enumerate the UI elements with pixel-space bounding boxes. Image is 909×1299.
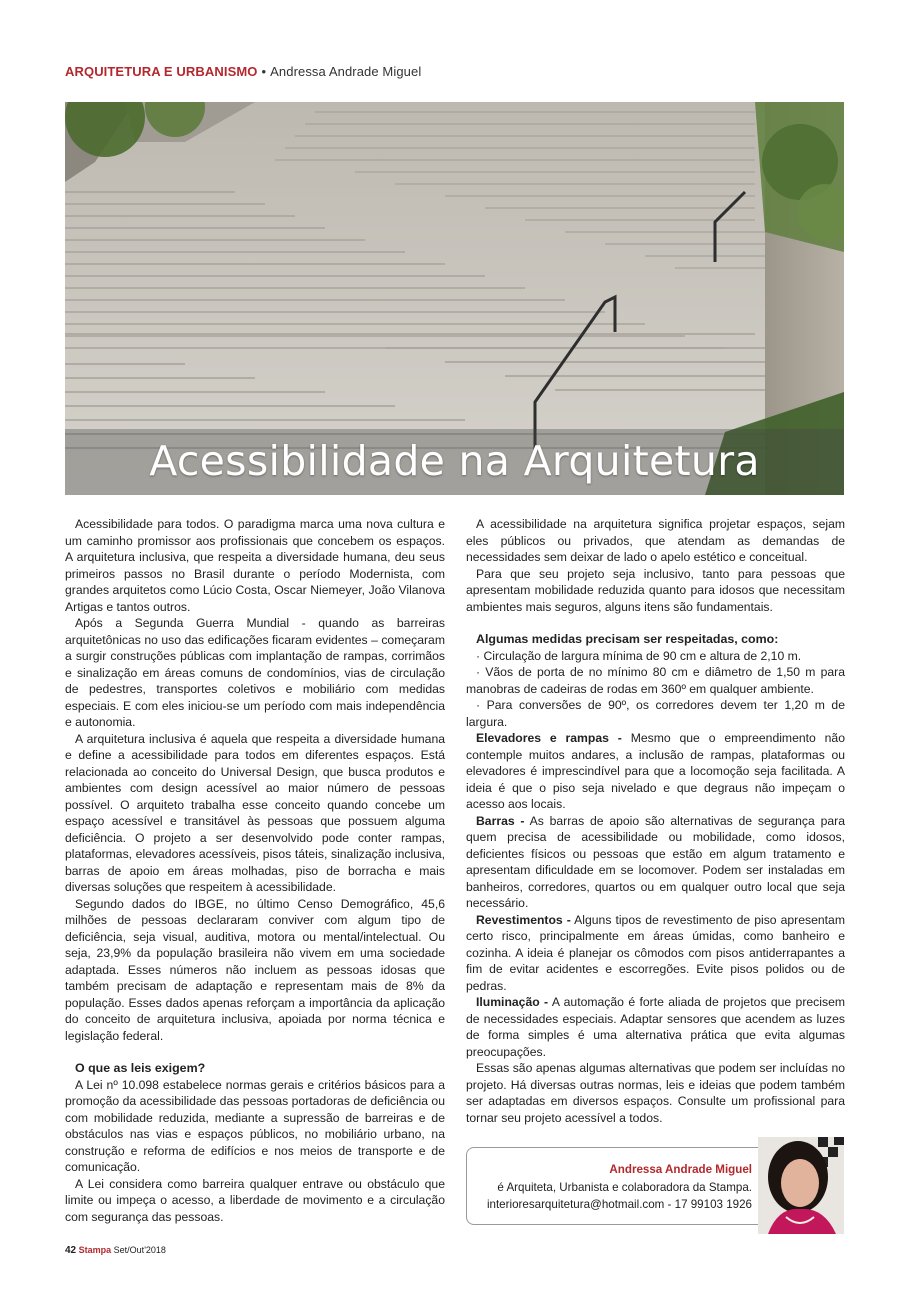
label-bars: Barras - <box>476 813 525 828</box>
hero-image <box>65 102 844 495</box>
text-coverings: Alguns tipos de revestimento de piso apresentam certo risco, principalmente em áreas úmidas, como banheiro e cozinha. A ideia é planejar os cômodos com pisos antiderrapantes a fim de evitar acidentes e escorregões. Evite pisos polidos ou de pedras. <box>466 912 845 993</box>
text-lighting: A automação é forte aliada de projetos que precisem de necessidades especiais. Adaptar sensores que acendem as luzes de forma simples é uma alternativa prática que evita algumas preocupações. <box>466 995 845 1059</box>
left-column <box>65 516 445 1225</box>
author-portrait <box>758 1137 844 1234</box>
paragraph: A arquitetura inclusiva é aquela que respeita a diversidade humana e define a acessibilidade para todos em diferentes espaços. Está relacionada ao conceito do Universal Design, que busca produtos e ambientes com design acessível ao maior número de pessoas possível. O arquiteto trabalha esse conceito quando concebe um espaço acessível e transitável às pessoas que possuem alguma deficiência. O projeto a ser desenvolvido pode conter rampas, plataformas, elevadores acessíveis, pisos táteis, sinalização inclusiva, barras de apoio em áreas molhadas, piso de borracha e mais diversas soluções que respeitem à acessibilidade. <box>65 731 445 894</box>
subheading-laws: O que as leis exigem? <box>75 1061 206 1075</box>
page-number: 42 <box>65 1245 77 1256</box>
author-info <box>487 1161 752 1214</box>
right-column <box>466 516 845 1126</box>
text-elevators: Mesmo que o empreendimento não contemple muitos andares, a inclusão de rampas, plataformas ou elevadores é imprescindível para que a locomoção seja facilitada. A ideia é que o piso seja nivelado e que degraus não impeçam o acesso aos locais. <box>466 731 845 811</box>
paragraph-lighting <box>466 994 845 1060</box>
label-coverings: Revestimentos - <box>476 912 571 927</box>
author-box <box>466 1147 759 1225</box>
paragraph-bars <box>466 813 845 912</box>
paragraph-elevators <box>466 730 845 813</box>
section-label: ARQUITETURA E URBANISMO <box>65 64 258 79</box>
header-separator: • <box>261 64 267 79</box>
author-contact: interioresarquitetura@hotmail.com - 17 99103 1926 <box>486 1198 752 1211</box>
magazine-name: Stampa <box>78 1245 112 1255</box>
list-item: · Para conversões de 90º, os corredores devem ter 1,20 m de largura. <box>466 698 845 729</box>
page-footer <box>65 1245 166 1256</box>
paragraph-coverings <box>466 912 845 995</box>
article-title: Acessibilidade na Arquitetura <box>149 437 760 485</box>
list-item: · Vãos de porta de no mínimo 80 cm e diâmetro de 1,50 m para manobras de cadeiras de rodas em 360º em qualquer ambiente. <box>466 665 845 696</box>
author-role: é Arquiteta, Urbanista e colaboradora da Stampa. <box>497 1180 752 1194</box>
paragraph: Após a Segunda Guerra Mundial - quando as barreiras arquitetônicas no uso das edificações ficaram evidentes – começaram a surgir construções públicas com implantação de rampas, corrimãos e sinalização em áreas comuns de condomínios, vias de circulação de pedestres, transportes coletivos e mobiliário com medidas especiais. E com eles iniciou-se um período com mais independência e autonomia. <box>65 616 445 729</box>
paragraph: A Lei considera como barreira qualquer entrave ou obstáculo que limite ou impeça o acesso, a liberdade de movimento e a circulação com segurança das pessoas. <box>65 1176 445 1224</box>
running-header <box>65 64 421 79</box>
label-lighting: Iluminação - <box>476 995 549 1009</box>
paragraph: Essas são apenas algumas alternativas que podem ser incluídas no projeto. Há diversas outras normas, leis e ideias que podem também ser adaptadas em diversos espaços. Consulte um profissional para tornar seu projeto acessível a todos. <box>466 1061 845 1125</box>
paragraph: Segundo dados do IBGE, no último Censo Demográfico, 45,6 milhões de pessoas declararam conviver com algum tipo de deficiência, seja visual, auditiva, motora ou mental/intelectual. Ou seja, 23,9% da população brasileira não vivem em uma sociedade adaptada. Esses números não incluem as pessoas idosas que também precisam de adaptação e representam mais de 8% da população. Esses dados apenas reforçam a importância da aplicação do conceito de arquitetura inclusiva, apoiada por norma técnica e legislação federal. <box>65 896 445 1043</box>
header-author: Andressa Andrade Miguel <box>270 64 422 79</box>
issue-date: Set/Out'2018 <box>113 1245 166 1255</box>
author-name: Andressa Andrade Miguel <box>609 1163 752 1176</box>
text-bars: As barras de apoio são alternativas de segurança para quem precisa de acessibilidade ou mobilidade, como idosos, deficientes físicos ou pessoas que estão em algum tratamento e apresentam dificuldade em se locomover. Podem ser instaladas em banheiros, corredores, quartos ou em qualquer outro local que seja necessário. <box>466 813 845 910</box>
paragraph: A acessibilidade na arquitetura significa projetar espaços, sejam eles públicos ou privados, que atendam as demandas de necessidades sem deixar de lado o apelo estético e conceitual. <box>466 517 845 564</box>
subheading-measures: Algumas medidas precisam ser respeitadas, como: <box>476 632 779 646</box>
paragraph: A Lei nº 10.098 estabelece normas gerais e critérios básicos para a promoção da acessibilidade das pessoas portadoras de deficiência ou com mobilidade reduzida, mediante a supressão de barreiras e de obstáculos nas vias e espaços públicos, no mobiliário urbano, na construção e reforma de edifícios e nos meios de transporte e de comunicação. <box>65 1077 445 1174</box>
measures-list <box>466 648 845 731</box>
paragraph: Acessibilidade para todos. O paradigma marca uma nova cultura e um caminho promissor aos profissionais que concebem os espaços. A arquitetura inclusiva, que respeita a diversidade humana, deu seus primeiros passos no Brasil durante o período Modernista, com grandes arquitetos como Lúcio Costa, Oscar Niemeyer, João Vilanova Artigas e tantos outros. <box>65 517 445 614</box>
list-item: · Circulação de largura mínima de 90 cm e altura de 2,10 m. <box>476 648 802 663</box>
paragraph: Para que seu projeto seja inclusivo, tanto para pessoas que apresentam mobilidade reduzida quanto para idosos que necessitam ambientes mais seguros, alguns itens são fundamentais. <box>466 566 845 614</box>
label-elevators: Elevadores e rampas - <box>476 731 622 745</box>
author-photo <box>758 1137 844 1234</box>
